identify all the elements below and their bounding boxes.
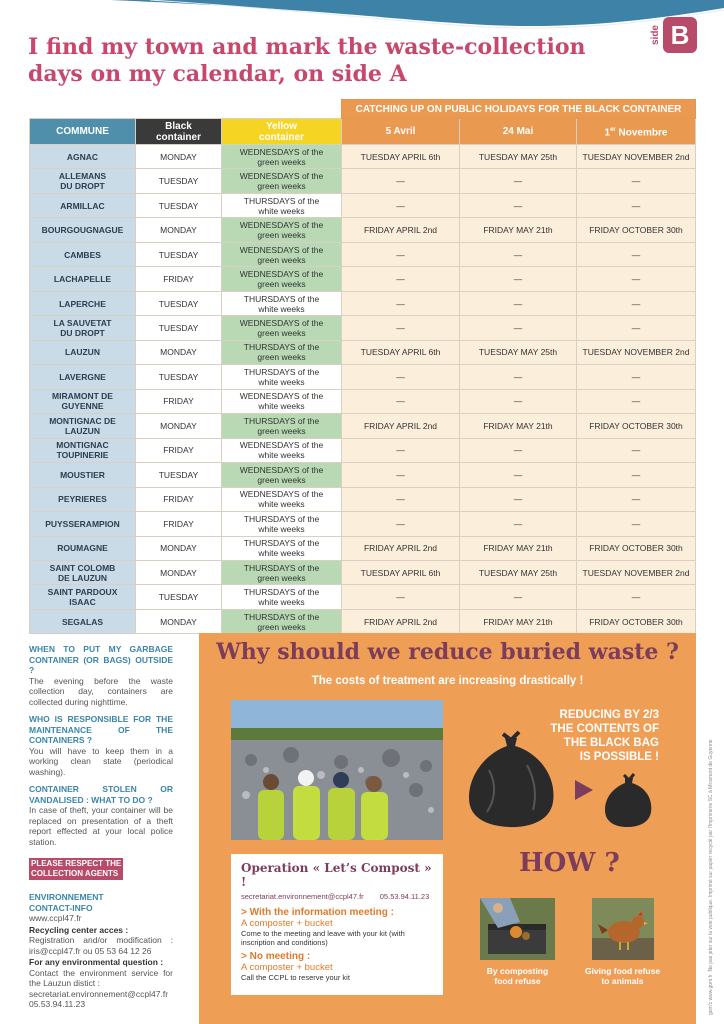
yellow-container-schedule xyxy=(222,169,342,193)
table-row xyxy=(30,438,696,462)
table-row xyxy=(30,365,696,389)
commune-cell xyxy=(30,340,136,364)
holiday-catchup-date: — xyxy=(342,389,460,413)
yellow-schedule-line2: green weeks xyxy=(257,230,306,241)
large-bag-icon xyxy=(469,732,554,827)
yellow-schedule-line1: THURSDAYS of the xyxy=(243,293,320,304)
commune-name: SAINT PARDOUX xyxy=(47,587,118,598)
holiday-catchup-date: — xyxy=(577,291,696,315)
yellow-container-schedule xyxy=(222,242,342,266)
holiday-catchup-date: TUESDAY MAY 25th xyxy=(460,560,577,584)
yellow-schedule-line1: THURSDAYS of the xyxy=(243,538,320,549)
holiday-catchup-date: TUESDAY MAY 25th xyxy=(460,340,577,364)
caption-composting-line1: By composting xyxy=(486,966,549,976)
commune-name: ALLEMANS xyxy=(58,171,107,182)
holiday-catchup-date: FRIDAY OCTOBER 30th xyxy=(577,609,696,633)
compost-title: Operation « Let’s Compost » ! xyxy=(241,861,432,889)
black-container-day: MONDAY xyxy=(136,414,222,438)
black-container-day: MONDAY xyxy=(136,560,222,584)
black-container-day: MONDAY xyxy=(136,536,222,560)
header-nov-sup: er xyxy=(610,126,616,133)
side-letter: B xyxy=(663,17,697,53)
header-date-may: 24 Mai xyxy=(460,119,577,145)
yellow-schedule-line1: WEDNESDAYS of the xyxy=(239,244,324,255)
holiday-catchup-date: FRIDAY MAY 21th xyxy=(460,536,577,560)
holiday-catchup-date: TUESDAY APRIL 6th xyxy=(342,340,460,364)
question-who: WHO IS RESPONSIBLE FOR THE MAINTENANCE OF THE CONTAINERS ? xyxy=(29,714,173,745)
yellow-schedule-line1: THURSDAYS of the xyxy=(243,415,320,426)
table-row xyxy=(30,193,696,217)
caption-composting xyxy=(470,966,565,986)
black-container-day: TUESDAY xyxy=(136,365,222,389)
commune-name-line2: TOUPINERIE xyxy=(56,450,109,461)
black-container-day: TUESDAY xyxy=(136,463,222,487)
yellow-schedule-line1: WEDNESDAYS of the xyxy=(239,391,324,402)
header-black-container xyxy=(136,119,222,145)
holiday-catchup-date: — xyxy=(460,169,577,193)
table-row xyxy=(30,218,696,242)
yellow-schedule-line1: WEDNESDAYS of the xyxy=(239,146,324,157)
compost-option1-text: Come to the meeting and leave with your kit (with inscription and conditions) xyxy=(241,929,405,947)
yellow-schedule-line2: green weeks xyxy=(257,352,306,363)
holiday-catchup-date: — xyxy=(342,291,460,315)
holiday-catchup-header: CATCHING UP ON PUBLIC HOLIDAYS FOR THE BLACK CONTAINER xyxy=(342,100,696,119)
header-yellow-line2: container xyxy=(258,131,304,143)
commune-name-line2: ISAAC xyxy=(69,597,96,608)
table-row xyxy=(30,536,696,560)
commune-cell xyxy=(30,365,136,389)
black-container-day: MONDAY xyxy=(136,609,222,633)
holiday-catchup-date: — xyxy=(460,242,577,266)
yellow-schedule-line1: THURSDAYS of the xyxy=(243,366,320,377)
composting-photo xyxy=(480,898,555,960)
holiday-catchup-date: FRIDAY APRIL 2nd xyxy=(342,218,460,242)
holiday-catchup-date: — xyxy=(342,512,460,536)
yellow-schedule-line2: white weeks xyxy=(258,205,305,216)
black-container-day: FRIDAY xyxy=(136,389,222,413)
yellow-schedule-line1: WEDNESDAYS of the xyxy=(239,220,324,231)
question-contact-email[interactable]: secretariat.environnement@ccpl47.fr xyxy=(29,988,169,999)
yellow-container-schedule xyxy=(222,609,342,633)
black-container-day: TUESDAY xyxy=(136,585,222,609)
print-notice xyxy=(701,675,721,1015)
small-bag-icon xyxy=(605,774,651,827)
yellow-schedule-line1: WEDNESDAYS of the xyxy=(239,440,324,451)
holiday-catchup-date: — xyxy=(460,463,577,487)
commune-name-line2: LAUZUN xyxy=(65,425,100,436)
yellow-schedule-line2: green weeks xyxy=(257,181,306,192)
answer-stolen: In case of theft, your container will be replaced on presentation of a theft report effected at your local police station. xyxy=(29,805,173,847)
yellow-container-schedule xyxy=(222,560,342,584)
holiday-catchup-date: FRIDAY APRIL 2nd xyxy=(342,609,460,633)
table-row xyxy=(30,242,696,266)
holiday-catchup-date: FRIDAY MAY 21th xyxy=(460,414,577,438)
yellow-schedule-line2: white weeks xyxy=(258,376,305,387)
yellow-schedule-line2: white weeks xyxy=(258,401,305,412)
yellow-schedule-line1: WEDNESDAYS of the xyxy=(239,171,324,182)
yellow-container-schedule xyxy=(222,316,342,340)
side-word: side xyxy=(650,24,661,45)
holiday-catchup-date: TUESDAY NOVEMBER 2nd xyxy=(577,145,696,169)
header-commune: COMMUNE xyxy=(30,119,136,145)
yellow-schedule-line2: white weeks xyxy=(258,548,305,559)
question-stolen: CONTAINER STOLEN OR VANDALISED : WHAT TO DO ? xyxy=(29,784,173,805)
black-container-day: MONDAY xyxy=(136,340,222,364)
holiday-catchup-date: — xyxy=(577,487,696,511)
yellow-container-schedule xyxy=(222,463,342,487)
holiday-catchup-date: — xyxy=(460,512,577,536)
holiday-catchup-date: — xyxy=(460,193,577,217)
commune-cell xyxy=(30,291,136,315)
commune-cell xyxy=(30,242,136,266)
holiday-catchup-date: — xyxy=(460,365,577,389)
commune-name: PEYRIERES xyxy=(58,494,107,505)
holiday-catchup-date: — xyxy=(460,316,577,340)
yellow-container-schedule xyxy=(222,487,342,511)
black-container-day: TUESDAY xyxy=(136,169,222,193)
page-title xyxy=(28,34,628,88)
holiday-catchup-date: TUESDAY APRIL 6th xyxy=(342,560,460,584)
table-row xyxy=(30,389,696,413)
holiday-catchup-date: — xyxy=(342,242,460,266)
black-container-day: MONDAY xyxy=(136,218,222,242)
commune-name: MOUSTIER xyxy=(60,469,105,480)
yellow-container-schedule xyxy=(222,145,342,169)
yellow-schedule-line2: green weeks xyxy=(257,474,306,485)
yellow-container-schedule xyxy=(222,389,342,413)
black-container-day: TUESDAY xyxy=(136,291,222,315)
holiday-catchup-date: — xyxy=(577,193,696,217)
table-row xyxy=(30,585,696,609)
question-contact-title: For any environmental question : xyxy=(29,957,164,967)
yellow-schedule-line1: WEDNESDAYS of the xyxy=(239,318,324,329)
header-yellow-line1: Yellow xyxy=(265,120,298,132)
black-container-day: TUESDAY xyxy=(136,242,222,266)
commune-cell xyxy=(30,316,136,340)
black-container-day: FRIDAY xyxy=(136,487,222,511)
commune-name-line2: DU DROPT xyxy=(60,328,105,339)
black-container-day: FRIDAY xyxy=(136,267,222,291)
commune-name: MONTIGNAC DE xyxy=(49,415,116,426)
side-indicator xyxy=(650,16,697,54)
table-row xyxy=(30,560,696,584)
header-yellow-container xyxy=(222,119,342,145)
print-notice-text xyxy=(705,675,717,1015)
commune-name-line2: DU DROPT xyxy=(60,181,105,192)
reduce-line3: THE BLACK BAG xyxy=(563,737,659,749)
commune-name: AGNAC xyxy=(66,151,99,162)
panel-title: Why should we reduce buried waste ? xyxy=(216,639,679,665)
holiday-catchup-date: — xyxy=(577,438,696,462)
holiday-catchup-date: — xyxy=(460,487,577,511)
compost-option1-heading: > With the information meeting : xyxy=(241,907,394,918)
env-contact-title1: ENVIRONNEMENT xyxy=(29,892,104,902)
commune-cell xyxy=(30,414,136,438)
commune-cell xyxy=(30,609,136,633)
commune-name: ARMILLAC xyxy=(60,200,105,211)
table-row xyxy=(30,316,696,340)
header-black-line2: container xyxy=(155,131,201,143)
holiday-catchup-date: — xyxy=(577,512,696,536)
compost-phone: 05.53.94.11.23 xyxy=(379,892,430,901)
holiday-catchup-date: — xyxy=(342,316,460,340)
collection-schedule-table xyxy=(29,99,695,633)
yellow-container-schedule xyxy=(222,291,342,315)
holiday-catchup-date: — xyxy=(342,487,460,511)
commune-name: LA SAUVETAT xyxy=(53,318,112,329)
holiday-catchup-date: — xyxy=(577,585,696,609)
commune-cell xyxy=(30,487,136,511)
compost-option2-text: Call the CCPL to reserve your kit xyxy=(241,973,350,982)
reduce-line4: IS POSSIBLE ! xyxy=(579,751,659,763)
compost-contact xyxy=(241,892,433,901)
yellow-schedule-line1: WEDNESDAYS of the xyxy=(239,489,324,500)
yellow-schedule-line2: green weeks xyxy=(257,621,306,632)
commune-name: LAVERGNE xyxy=(59,371,106,382)
yellow-schedule-line1: WEDNESDAYS of the xyxy=(239,464,324,475)
yellow-container-schedule xyxy=(222,536,342,560)
printer-brand: gom'c www.gom.fr xyxy=(708,974,714,1015)
yellow-container-schedule xyxy=(222,267,342,291)
commune-cell xyxy=(30,536,136,560)
table-row xyxy=(30,512,696,536)
holiday-catchup-date: — xyxy=(342,463,460,487)
caption-animals-line2: to animals xyxy=(601,976,644,986)
commune-cell xyxy=(30,218,136,242)
env-website-link[interactable]: www.ccpl47.fr xyxy=(29,913,82,923)
yellow-container-schedule xyxy=(222,512,342,536)
compost-email[interactable]: secretariat.environnement@ccpl47.fr xyxy=(241,892,364,901)
compost-option2-sub: A composter + bucket xyxy=(241,962,333,973)
holiday-catchup-date: — xyxy=(577,389,696,413)
holiday-catchup-date: TUESDAY NOVEMBER 2nd xyxy=(577,340,696,364)
commune-name: BOURGOUGNAGUE xyxy=(41,225,124,236)
yellow-schedule-line1: WEDNESDAYS of the xyxy=(239,269,324,280)
yellow-schedule-line2: white weeks xyxy=(258,523,305,534)
schedule-body xyxy=(30,145,696,634)
commune-name: SAINT COLOMB xyxy=(49,562,116,573)
holiday-catchup-date: — xyxy=(577,169,696,193)
commune-name: LAUZUN xyxy=(65,347,100,358)
table-row xyxy=(30,414,696,438)
yellow-schedule-line2: green weeks xyxy=(257,425,306,436)
commune-name-line2: GUYENNE xyxy=(61,401,104,412)
commune-name: ROUMAGNE xyxy=(57,543,108,554)
commune-name: PUYSSERAMPION xyxy=(45,518,120,529)
black-container-day: TUESDAY xyxy=(136,316,222,340)
yellow-schedule-line2: white weeks xyxy=(258,597,305,608)
holiday-catchup-date: — xyxy=(342,193,460,217)
yellow-container-schedule xyxy=(222,414,342,438)
header-nov-month: Novembre xyxy=(615,127,668,139)
holiday-catchup-date: — xyxy=(577,242,696,266)
commune-cell xyxy=(30,193,136,217)
info-column xyxy=(29,644,173,1010)
commune-name: LACHAPELLE xyxy=(53,274,112,285)
yellow-container-schedule xyxy=(222,365,342,389)
page-title-line1: I find my town and mark the waste-collection xyxy=(28,34,586,60)
respect-line2: COLLECTION AGENTS xyxy=(31,869,119,878)
black-container-day: FRIDAY xyxy=(136,438,222,462)
holiday-catchup-date: FRIDAY MAY 21th xyxy=(460,609,577,633)
black-container-day: MONDAY xyxy=(136,145,222,169)
yellow-schedule-line2: white weeks xyxy=(258,499,305,510)
commune-cell xyxy=(30,512,136,536)
commune-name: MIRAMONT DE xyxy=(52,391,113,402)
holiday-catchup-date: — xyxy=(460,438,577,462)
commune-cell xyxy=(30,389,136,413)
holiday-catchup-date: — xyxy=(577,365,696,389)
holiday-catchup-date: TUESDAY NOVEMBER 2nd xyxy=(577,560,696,584)
caption-composting-line2: food refuse xyxy=(494,976,541,986)
yellow-schedule-line2: green weeks xyxy=(257,279,306,290)
yellow-schedule-line1: THURSDAYS of the xyxy=(243,587,320,598)
recycling-text: Registration and/or modification : iris@ccpl47.fr ou 05 53 64 12 26 xyxy=(29,935,173,956)
header-date-november xyxy=(577,119,696,145)
commune-name: CAMBES xyxy=(64,249,101,260)
yellow-schedule-line2: green weeks xyxy=(257,254,306,265)
panel-subtitle: The costs of treatment are increasing drastically ! xyxy=(311,675,584,687)
table-row xyxy=(30,169,696,193)
respect-agents-badge xyxy=(29,858,123,880)
yellow-container-schedule xyxy=(222,340,342,364)
commune-cell xyxy=(30,560,136,584)
yellow-container-schedule xyxy=(222,585,342,609)
holiday-catchup-date: — xyxy=(460,291,577,315)
lets-compost-box xyxy=(231,854,443,995)
black-container-day: TUESDAY xyxy=(136,193,222,217)
compost-option2-heading: > No meeting : xyxy=(241,951,311,962)
holiday-catchup-date: — xyxy=(342,585,460,609)
page-title-line2: days on my calendar, on side A xyxy=(28,61,407,87)
caption-animals-line1: Giving food refuse xyxy=(584,966,661,976)
yellow-schedule-line1: THURSDAYS of the xyxy=(243,513,320,524)
arrow-right-icon xyxy=(575,780,593,800)
yellow-schedule-line1: THURSDAYS of the xyxy=(243,562,320,573)
holiday-catchup-date: FRIDAY OCTOBER 30th xyxy=(577,536,696,560)
holiday-catchup-date: FRIDAY APRIL 2nd xyxy=(342,414,460,438)
reduce-line1: REDUCING BY 2/3 xyxy=(559,709,659,721)
commune-name: SEGALAS xyxy=(61,616,104,627)
env-contact-title2: CONTACT-INFO xyxy=(29,902,93,913)
table-row xyxy=(30,463,696,487)
table-row xyxy=(30,291,696,315)
caption-animals xyxy=(575,966,670,986)
holiday-catchup-date: — xyxy=(460,389,577,413)
header-nov-day: 1 xyxy=(604,127,611,139)
header-date-april: 5 Avril xyxy=(342,119,460,145)
yellow-schedule-line2: green weeks xyxy=(257,156,306,167)
holiday-catchup-date: — xyxy=(342,267,460,291)
question-contact-phone: 05.53.94.11.23 xyxy=(29,999,86,1009)
table-row xyxy=(30,145,696,169)
garbage-bags-illustration xyxy=(467,730,657,830)
holiday-catchup-date: — xyxy=(342,169,460,193)
commune-cell xyxy=(30,267,136,291)
reduce-waste-panel xyxy=(199,633,696,1024)
holiday-catchup-date: — xyxy=(460,267,577,291)
print-notice-line: Ne pas jeter sur la voie publique. Imprimé sur papier recyclé par l'Imprimerie SC à Miramont de Guyenne xyxy=(708,739,714,972)
yellow-container-schedule xyxy=(222,218,342,242)
commune-cell xyxy=(30,145,136,169)
holiday-catchup-date: — xyxy=(577,316,696,340)
holiday-catchup-date: TUESDAY APRIL 6th xyxy=(342,145,460,169)
landfill-photo xyxy=(231,700,443,840)
top-wave-decoration xyxy=(0,0,724,34)
commune-cell xyxy=(30,463,136,487)
yellow-container-schedule xyxy=(222,438,342,462)
question-contact-text: Contact the environment service for the Lauzun distict : xyxy=(29,967,173,988)
table-row xyxy=(30,609,696,633)
reduce-line2: THE CONTENTS OF xyxy=(550,723,659,735)
commune-name: LAPERCHE xyxy=(59,298,106,309)
holiday-catchup-date: — xyxy=(460,585,577,609)
commune-cell xyxy=(30,585,136,609)
holiday-catchup-date: — xyxy=(577,463,696,487)
holiday-catchup-date: — xyxy=(577,267,696,291)
holiday-catchup-date: FRIDAY APRIL 2nd xyxy=(342,536,460,560)
holiday-catchup-date: — xyxy=(342,365,460,389)
yellow-schedule-line2: green weeks xyxy=(257,328,306,339)
holiday-catchup-date: FRIDAY OCTOBER 30th xyxy=(577,414,696,438)
holiday-catchup-date: FRIDAY MAY 21th xyxy=(460,218,577,242)
table-corner-blank xyxy=(30,100,342,119)
commune-name: MONTIGNAC xyxy=(56,440,109,451)
compost-option1-sub: A composter + bucket xyxy=(241,918,333,929)
black-container-day: FRIDAY xyxy=(136,512,222,536)
yellow-schedule-line2: white weeks xyxy=(258,303,305,314)
respect-line1: PLEASE RESPECT THE xyxy=(31,859,122,868)
yellow-schedule-line1: THURSDAYS of the xyxy=(243,611,320,622)
commune-cell xyxy=(30,438,136,462)
holiday-catchup-date: — xyxy=(342,438,460,462)
chicken-photo xyxy=(592,898,654,960)
question-when: WHEN TO PUT MY GARBAGE CONTAINER (OR BAGS) OUTSIDE ? xyxy=(29,644,173,675)
holiday-catchup-date: TUESDAY MAY 25th xyxy=(460,145,577,169)
table-row xyxy=(30,340,696,364)
table-row xyxy=(30,267,696,291)
commune-cell xyxy=(30,169,136,193)
yellow-container-schedule xyxy=(222,193,342,217)
commune-name-line2: DE LAUZUN xyxy=(57,572,108,583)
table-row xyxy=(30,487,696,511)
holiday-catchup-date: FRIDAY OCTOBER 30th xyxy=(577,218,696,242)
header-black-line1: Black xyxy=(165,120,192,132)
yellow-schedule-line1: THURSDAYS of the xyxy=(243,195,320,206)
recycling-title: Recycling center acces : xyxy=(29,924,129,935)
yellow-schedule-line2: white weeks xyxy=(258,450,305,461)
how-heading: HOW ? xyxy=(519,848,620,878)
yellow-schedule-line2: green weeks xyxy=(257,572,306,583)
yellow-schedule-line1: THURSDAYS of the xyxy=(243,342,320,353)
answer-when: The evening before the waste collection day, containers are collected during nighttime. xyxy=(29,675,173,707)
answer-who: You will have to keep them in a working clean state (periodical washing). xyxy=(29,745,173,777)
